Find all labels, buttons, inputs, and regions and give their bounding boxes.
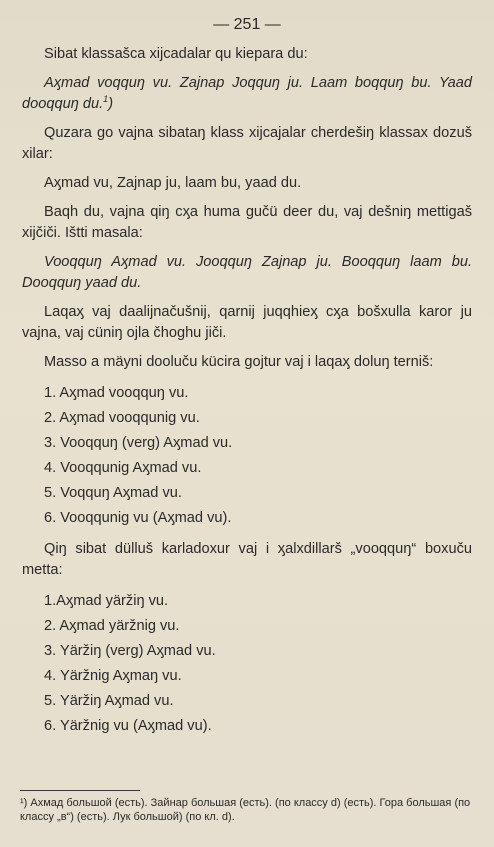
footnote-divider [20,790,140,791]
example-list-2 [44,589,472,739]
list-item: 3. Vooqquŋ (verg) Aӽmad vu. [44,435,233,451]
list-item: 2. Aӽmad yäržnig vu. [44,618,180,634]
footnote-marker: 1 [103,94,109,105]
footnote: ¹) Ахмад большой (есть). Зайнар большая (есть). (по классу d) (есть). Гора большая (по классу „в“) (есть). Лук большой) (по кл. d). [20,797,471,823]
list-item: 3. Yäržiŋ (verg) Aӽmad vu. [44,643,216,659]
paragraph-3: Quzara go vajna sibataŋ klass xijcajalar cherdešiŋ klassax dozuš xilar: [22,125,472,162]
list-item: 6. Vooqqunig vu (Aӽmad vu). [44,510,232,526]
list-item: 4. Yäržnig Aӽmaŋ vu. [44,668,182,684]
list-item: 4. Vooqqunig Aӽmad vu. [44,460,202,476]
list-item: 6. Yäržnig vu (Aӽmad vu). [44,718,212,734]
paragraph-9: Qiŋ sibat dülluš karladoxur vaj i ӽalxdillarš „vooqquŋ“ boxuču metta: [22,541,472,578]
list-item: 5. Voqquŋ Aӽmad vu. [44,485,182,501]
page-body [22,44,472,747]
paragraph-6-example: Vooqquŋ Aӽmad vu. Jooqquŋ Zajnap ju. Booqquŋ laam bu. Dooqquŋ yaad du. [22,254,472,291]
list-item: 1.Aӽmad yäržiŋ vu. [44,593,169,609]
paragraph-4: Aӽmad vu, Zajnap ju, laam bu, yaad du. [44,175,302,191]
list-item: 2. Aӽmad vooqqunig vu. [44,410,200,426]
page-number: — 251 — [213,16,281,33]
paragraph-8: Masso a mäyni dooluču kücira gojtur vaj i laqaӽ doluŋ terniš: [44,354,434,370]
paragraph-1: Sibat klassašca xijcadalar qu kiepara du: [44,46,308,62]
paragraph-7: Laqaӽ vaj daalijnačušnij, qarnij juqqhieӽ cӽa bošxulla karor ju vajna, vaj cüniŋ ojla čhoghu jiči. [22,304,472,341]
list-item: 1. Aӽmad vooqquŋ vu. [44,385,189,401]
paragraph-2-text: Aӽmad voqquŋ vu. Zajnap Joqquŋ ju. Laam boqquŋ bu. Yaad dooqquŋ du. [22,75,472,112]
paragraph-5: Baqh du, vajna qiŋ cӽa huma gučü deer du, vaj dešniŋ mettigaš xijčiči. Ištti masala: [22,204,472,241]
list-item: 5. Yäržiŋ Aӽmad vu. [44,693,174,709]
example-list-1 [44,381,472,531]
paragraph-2-example: Aӽmad voqquŋ vu. Zajnap Joqquŋ ju. Laam boqquŋ bu. Yaad dooqquŋ du.$^1$) [22,75,472,112]
